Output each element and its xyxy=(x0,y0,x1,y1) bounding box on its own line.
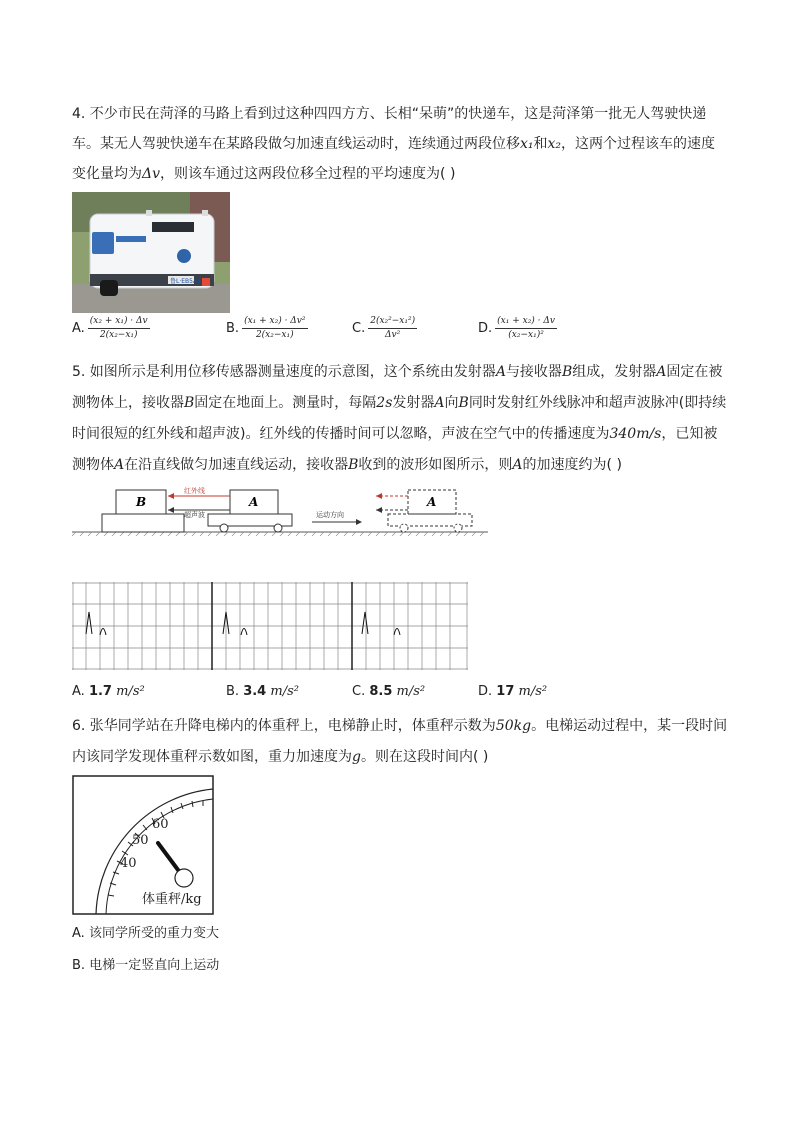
q5-line2: 测物体上，接收器B固定在地面上。测量时，每隔2s发射器A向B同时发射红外线脉冲和超声波脉冲(即持续 xyxy=(72,395,727,411)
q5-option-c[interactable]: C. 8.5 m/s² xyxy=(352,684,426,699)
ir-label: 红外线 xyxy=(184,487,205,495)
delivery-van-photo xyxy=(72,192,230,313)
q5-option-b[interactable]: B. 3.4 m/s² xyxy=(226,684,299,699)
q4-option-c[interactable]: C. $\frac{\text{2(x₂²−x₁²)}}{\text{Δv²}}$ xyxy=(352,316,416,340)
q6-line1: 6. 张华同学站在升降电梯内的体重秤上，电梯静止时，体重秤示数为50kg。电梯运动过程中，某一段时间 xyxy=(72,718,728,734)
us-label: 超声波 xyxy=(184,511,205,519)
scale-dial xyxy=(72,775,214,915)
q4-line2: 车。某无人驾驶快递车在某路段做匀加速直线运动时，连续通过两段位移x₁和x₂，这两个过程该车的速度 xyxy=(72,136,716,152)
q5-line3: 时间很短的红外线和超声波)。红外线的传播时间可以忽略，声波在空气中的传播速度为340m/s，已知被 xyxy=(72,426,718,442)
q4-line3: 变化量均为Δv，则该车通过这两段位移全过程的平均速度为( ) xyxy=(72,166,456,182)
waveform-grid xyxy=(72,582,468,670)
q6-option-b[interactable]: B. 电梯一定竖直向上运动 xyxy=(72,958,220,973)
q6-line2: 内该同学发现体重秤示数如图，重力加速度为g。则在这段时间内( ) xyxy=(72,749,489,765)
q4-option-d[interactable]: D. $\frac{\text{(x₁ + x₂) · Δv}}{\text{(x₂−x₁)²}}$ xyxy=(478,316,555,340)
fraction: $\frac{\text{2(x₂²−x₁²)}}{\text{Δv²}}$ xyxy=(370,316,416,340)
tick-50: 50 xyxy=(132,833,149,848)
q5-option-a[interactable]: A. 1.7 m/s² xyxy=(72,684,145,699)
box-b-label: B xyxy=(136,495,147,509)
q6-option-a[interactable]: A. 该同学所受的重力变大 xyxy=(72,926,219,941)
direction-label: 运动方向 xyxy=(316,511,344,519)
fraction: $\frac{\text{(x₂ + x₁) · Δv}}{\text{2(x₂−x₁)}}$ xyxy=(89,316,148,340)
q5-option-d[interactable]: D. 17 m/s² xyxy=(478,684,548,699)
q5-line4: 测物体A在沿直线做匀加速直线运动，接收器B收到的波形如图所示，则A的加速度约为( ) xyxy=(72,457,622,473)
scale-caption: 体重秤/kg xyxy=(142,892,202,907)
fraction: $\frac{\text{(x₁ + x₂) · Δv}}{\text{(x₂−x₁)²}}$ xyxy=(497,316,555,340)
q5-line1: 5. 如图所示是利用位移传感器测量速度的示意图，这个系统由发射器A与接收器B组成，发射器A固定在被 xyxy=(72,364,723,380)
q4-option-b[interactable]: B. $\frac{\text{(x₁ + x₂) · Δv²}}{\text{2(x₂−x₁)}}$ xyxy=(226,316,306,340)
tick-40: 40 xyxy=(120,856,137,871)
sensor-diagram xyxy=(72,484,492,540)
box-a-moved-label: A xyxy=(427,495,437,509)
tick-60: 60 xyxy=(152,817,169,832)
box-a-label: A xyxy=(249,495,259,509)
q4-option-a[interactable]: A. $\frac{\text{(x₂ + x₁) · Δv}}{\text{2(x₂−x₁)}}$ xyxy=(72,316,148,340)
fraction: $\frac{\text{(x₁ + x₂) · Δv²}}{\text{2(x₂−x₁)}}$ xyxy=(244,316,306,340)
q4-line1: 4. 不少市民在菏泽的马路上看到过这种四四方方、长相“呆萌”的快递车，这是菏泽第一批无人驾驶快递 xyxy=(72,106,707,122)
license-plate: 鲁L·EB5A3 xyxy=(170,278,201,285)
